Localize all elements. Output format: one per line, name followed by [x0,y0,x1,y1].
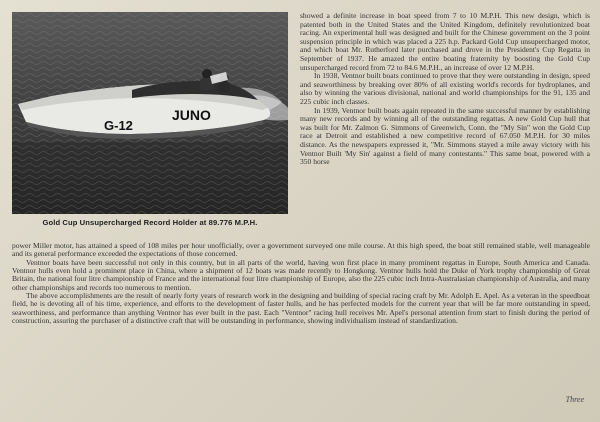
page-number: Three [565,395,584,404]
photo-caption: Gold Cup Unsupercharged Record Holder at 89.776 M.P.H. [42,218,258,227]
column-paragraph-1: showed a definite increase in boat speed from 7 to 10 M.P.H. This new design, which is patented both in the United States and the United Kingdom, definitely revolutionized boat racing. An experimental hull was designed and built for the Chinese government on the 3 point suspension principle in which was placed a 225 h.p. Packard Gold Cup unsupercharged motor, and which boat Mr. Rutherford later purchased and drove in the President's Cup Regatta in September of 1937. He amazed the entire boating fraternity by boosting the Gold Cup unsupercharged record from 72 to 84.6 M.P.H., an increase of over 12 M.P.H. [300,12,590,72]
full-width-text [12,242,590,392]
column-paragraph-2: In 1938, Ventnor built boats continued to prove that they were outstanding in design, speed and seaworthiness by breaking over 80% of all existing world's records for hydroplanes, and also by winning the various divisional, national and world championships for the 91, 135 and 225 cubic inch classes. [300,71,590,106]
bottom-paragraph-1: power Miller motor, has attained a speed of 108 miles per hour unofficially, over a government surveyed one mile course. At this high speed, the boat still remained stable, well manageable and its general performance exceeded the expectations of those concerned. [12,242,590,259]
boat-number: G-12 [104,118,133,133]
boat-name: JUNO [172,107,211,123]
right-column [300,12,590,248]
boat-photo [12,12,288,214]
bottom-paragraph-3: The above accomplishments are the result of nearly forty years of research work in the designing and building of special racing craft by Mr. Adolph E. Apel. As a veteran in the speedboat field, he is devoting all of his time, experience, and efforts to the development of faster hulls, and he has perfected models for the current year that will be far more outstanding in speed, seaworthiness, and performance than anything Ventnor has ever built in the past. Each "Ventnor" racing hull receives Mr. Apel's personal attention from start to finish during the period of construction, assuring the purchaser of a distinctive craft that will be outstanding in performance, showing individualism instead of standardization. [12,291,590,326]
boat-photo-image [12,12,288,214]
column-paragraph-3: In 1939, Ventnor built boats again repeated in the same successful manner by establishing many new records and by winning all of the outstanding regattas. A new Gold Cup hull that was built for Mr. Zalmon G. Simmons of Greenwich, Conn. the "My Sin" won the Gold Cup race at Detroit and established a new competitive record of 67.050 M.P.H. for 30 miles distance. As the newspapers expressed it, "Mr. Simmons stayed a mile away victory with his Ventnor Built 'My Sin' against a field of many contestants." This same boat, powered with a 350 horse [300,105,590,167]
bottom-paragraph-2: Ventnor boats have been successful not only in this country, but in all parts of the world, having won first place in many prominent regattas in Europe, South America and Canada. Ventnor hulls even hold a prominent place in China, where a shipment of 12 boats was made recently to Hongkong. Ventnor hulls hold the Duke of York trophy championship of Great Britain, the national four litre championship of France and the international four litre championship of Europe, also the 225 cubic inch Intra-Australasian championship of Australia, and many other championships and records too numerous to mention. [12,257,590,292]
